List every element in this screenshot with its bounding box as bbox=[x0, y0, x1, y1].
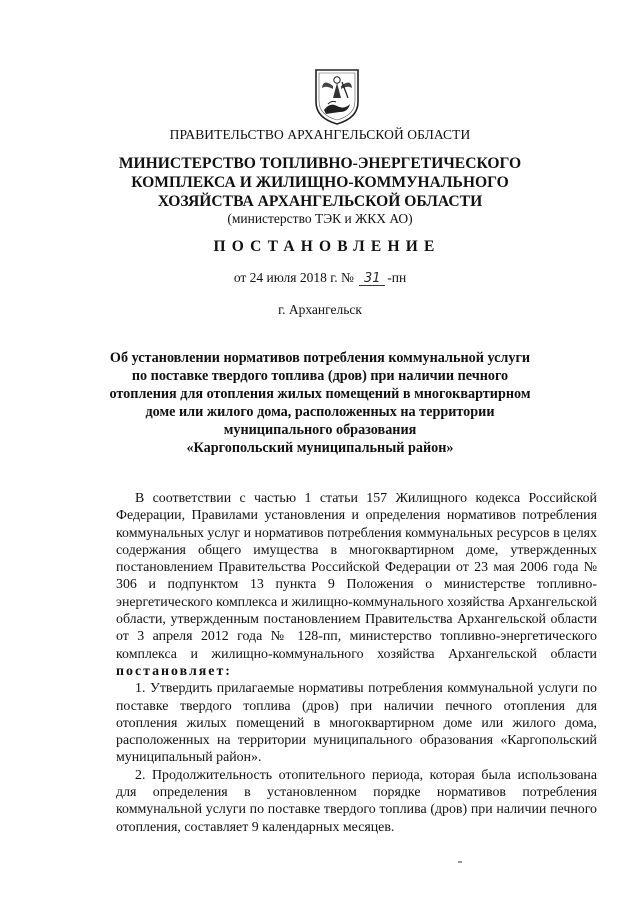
ministry-line-2: КОМПЛЕКСА И ЖИЛИЩНО-КОММУНАЛЬНОГО bbox=[131, 174, 509, 191]
title-line-3: отопления для отопления жилых помещений в многоквартирном bbox=[109, 386, 531, 402]
item-2-paragraph: 2. Продолжительность отопительного периода, которая была использована для определения в установленном порядке нормативов потребления коммунальной услуги по поставке твердого топлива (дров) при наличии печного отопления, составляет 9 календарных месяцев. bbox=[116, 767, 597, 835]
document-body bbox=[116, 490, 597, 836]
item-1-paragraph: 1. Утвердить прилагаемые нормативы потребления коммунальной услуги по поставке твердого топлива (дров) при наличии печного отопления для отопления жилых помещений в многоквартирном доме или жилого дома, расположенных на территории муниципального образования «Каргопольский муниципальный район». bbox=[116, 681, 597, 766]
ministry-line-1: МИНИСТЕРСТВО ТОПЛИВНО-ЭНЕРГЕТИЧЕСКОГО bbox=[118, 155, 522, 172]
ministry-abbreviation: (министерство ТЭК и ЖКХ АО) bbox=[227, 211, 413, 226]
document-type: ПОСТАНОВЛЕНИЕ bbox=[213, 238, 441, 255]
title-line-2: по поставке твердого топлива (дров) при наличии печного bbox=[131, 368, 509, 384]
title-line-5: муниципального образования bbox=[223, 422, 417, 438]
date-number-line bbox=[0, 270, 640, 286]
coat-of-arms-emblem bbox=[314, 68, 360, 126]
preamble-text: В соответствии с частью 1 статьи 157 Жилищного кодекса Российской Федерации, Правилами установления и определения нормативов потребления коммунальных услуг и нормативов потребления коммунальных ресурсов в целях содержания общего имущества в многоквартирном доме, утвержденных постановлением Правительства Российской Федерации от 23 мая 2006 года № 306 и подпунктом 13 пункта 9 Положения о министерстве топливно-энергетического комплекса и жилищно-коммунального хозяйства Архангельской области, утвержденным постановлением Правительства Архангельской области от 3 апреля 2012 года № 128-пп, министерство топливно-энергетического комплекса и жилищно-коммунального хозяйства Архангельской области bbox=[116, 491, 597, 662]
title-line-1: Об установлении нормативов потребления коммунальной услуги bbox=[109, 350, 531, 366]
document-number-suffix: -пн bbox=[387, 270, 407, 285]
preamble-paragraph bbox=[116, 490, 597, 680]
ministry-line-3: ХОЗЯЙСТВА АРХАНГЕЛЬСКОЙ ОБЛАСТИ bbox=[157, 193, 483, 210]
scan-speck bbox=[458, 861, 462, 863]
decree-colon: : bbox=[225, 663, 232, 679]
document-number-handwritten: 31 bbox=[359, 272, 385, 286]
city: г. Архангельск bbox=[278, 302, 362, 317]
decree-word: постановляет bbox=[116, 663, 226, 679]
title-line-4: доме или жилого дома, расположенных на территории bbox=[145, 404, 495, 420]
government-name: ПРАВИТЕЛЬСТВО АРХАНГЕЛЬСКОЙ ОБЛАСТИ bbox=[169, 127, 471, 142]
document-date: от 24 июля 2018 г. № bbox=[233, 270, 354, 285]
title-line-6: «Каргопольский муниципальный район» bbox=[186, 440, 454, 456]
